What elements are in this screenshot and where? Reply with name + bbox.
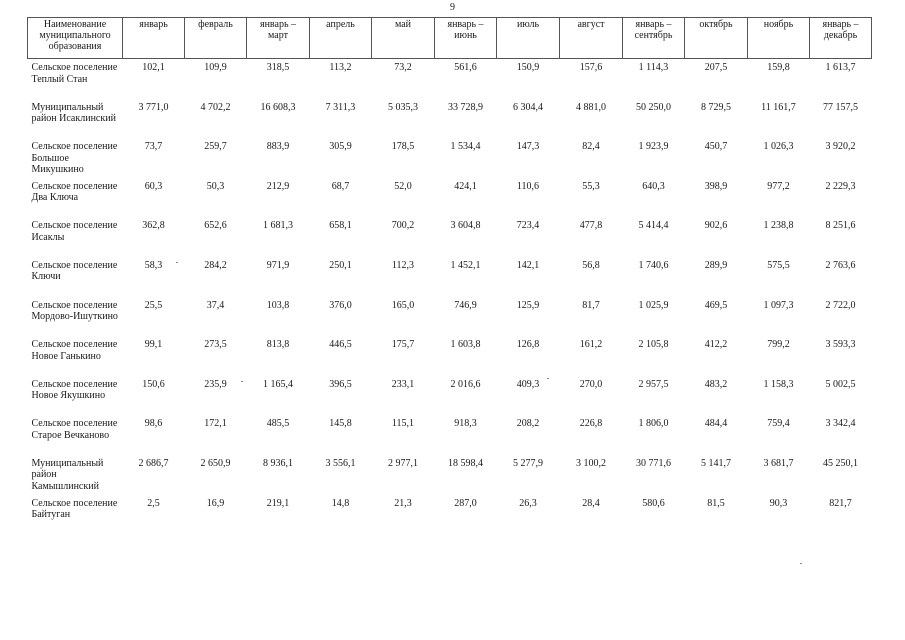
value-cell: 3 342,4	[825, 418, 856, 430]
table-row	[28, 217, 872, 257]
value-cell: 219,1	[266, 497, 290, 509]
value-cell: 409,3	[516, 378, 540, 390]
value-cell: 58,3	[144, 259, 163, 271]
value-cell: 16,9	[206, 497, 225, 509]
column-header-month: январь – март	[247, 18, 310, 59]
value-cell: 30 771,6	[636, 457, 671, 469]
value-cell: 2 977,1	[388, 457, 418, 469]
value-cell: 145,8	[329, 418, 352, 430]
column-header-month: октябрь	[685, 18, 748, 59]
column-header-month: февраль	[185, 18, 247, 59]
table-row	[28, 415, 872, 455]
value-cell: 2 763,6	[825, 259, 856, 271]
value-cell: 73,7	[144, 141, 163, 153]
value-cell: 2 105,8	[638, 339, 669, 351]
value-cell: 5 002,5	[825, 378, 856, 390]
value-cell: 3 681,7	[763, 457, 794, 469]
table-row	[28, 99, 872, 139]
value-cell: 175,7	[391, 339, 415, 351]
value-cell: 821,7	[829, 497, 852, 509]
value-cell: 3 771,0	[138, 101, 169, 113]
value-cell: 4 881,0	[576, 101, 606, 113]
value-cell: 412,2	[704, 339, 728, 351]
value-cell: 1 238,8	[763, 220, 794, 232]
value-cell: 3 556,1	[325, 457, 356, 469]
value-cell: 1 613,7	[825, 62, 856, 73]
value-cell: 2,5	[147, 497, 160, 509]
value-cell: 90,3	[769, 497, 788, 509]
value-cell: 50 250,0	[636, 101, 671, 113]
value-cell: 1 026,3	[763, 141, 794, 153]
value-cell: 3 604,8	[450, 220, 481, 232]
value-cell: 759,4	[767, 418, 790, 430]
value-cell: 125,9	[516, 299, 540, 311]
value-cell: 28,4	[582, 497, 600, 509]
column-header-month: август	[560, 18, 623, 59]
table-row	[28, 178, 872, 218]
value-cell: 700,2	[391, 220, 415, 232]
value-cell: 68,7	[331, 180, 350, 192]
column-header-month: июль	[497, 18, 560, 59]
value-cell: 226,8	[579, 418, 603, 430]
table-row	[28, 138, 872, 178]
value-cell: 26,3	[519, 497, 537, 509]
value-cell: 424,1	[454, 180, 477, 192]
value-cell: 11 161,7	[761, 101, 796, 113]
value-cell: 362,8	[142, 220, 165, 232]
value-cell: 81,7	[582, 299, 600, 311]
municipality-name-cell: Сельское поселение Старое Вечканово	[31, 418, 118, 441]
value-cell: 250,1	[329, 259, 352, 271]
municipality-name-cell: Муниципальный район Камышлинский	[31, 457, 104, 492]
value-cell: 305,9	[329, 141, 352, 153]
value-cell: 3 100,2	[576, 457, 606, 469]
value-cell: 77 157,5	[823, 101, 858, 113]
table-body	[28, 59, 872, 535]
value-cell: 207,5	[704, 62, 728, 73]
value-cell: 652,6	[204, 220, 227, 232]
value-cell: 113,2	[329, 62, 352, 73]
value-cell: 259,7	[204, 141, 227, 153]
value-cell: 6 304,4	[513, 101, 543, 113]
value-cell: 561,6	[454, 62, 477, 73]
value-cell: 5 414,4	[638, 220, 669, 232]
value-cell: 112,3	[391, 259, 415, 271]
value-cell: 484,4	[704, 418, 728, 430]
value-cell: 7 311,3	[325, 101, 356, 113]
municipality-name-cell: Сельское поселение Большое Микушкино	[31, 141, 118, 176]
value-cell: 161,2	[579, 339, 603, 351]
table-row	[28, 297, 872, 337]
column-header-month: май	[372, 18, 435, 59]
value-cell: 81,5	[707, 497, 725, 509]
value-cell: 1 114,3	[638, 62, 669, 73]
value-cell: 1 806,0	[638, 418, 669, 430]
value-cell: 99,1	[144, 339, 163, 351]
value-cell: 103,8	[266, 299, 290, 311]
value-cell: 398,9	[704, 180, 728, 192]
value-cell: 5 141,7	[701, 457, 731, 469]
table-row	[28, 376, 872, 416]
column-header-month: ноябрь	[748, 18, 810, 59]
value-cell: 3 593,3	[825, 339, 856, 351]
value-cell: 8 251,6	[825, 220, 856, 232]
value-cell: 902,6	[704, 220, 728, 232]
value-cell: 446,5	[329, 339, 352, 351]
value-cell: 1 452,1	[450, 259, 481, 271]
value-cell: 2 957,5	[638, 378, 669, 390]
value-cell: 918,3	[454, 418, 477, 430]
value-cell: 580,6	[642, 497, 665, 509]
column-header-month: январь	[123, 18, 185, 59]
municipality-name-cell: Муниципальный район Исаклинский	[31, 101, 116, 125]
value-cell: 1 097,3	[763, 299, 794, 311]
value-cell: 150,6	[142, 378, 165, 390]
value-cell: 102,1	[142, 62, 165, 73]
value-cell: 1 165,4	[263, 378, 293, 390]
value-cell: 45 250,1	[823, 457, 858, 469]
value-cell: 1 740,6	[638, 259, 669, 271]
municipality-name-cell: Сельское поселение Мордово-Ишуткино	[31, 299, 118, 323]
value-cell: 2 722,0	[825, 299, 856, 311]
value-cell: 2 686,7	[138, 457, 169, 469]
value-cell: 233,1	[391, 378, 415, 390]
value-cell: 2 650,9	[200, 457, 231, 469]
value-cell: 289,9	[704, 259, 728, 271]
value-cell: 159,8	[767, 62, 790, 73]
value-cell: 483,2	[704, 378, 728, 390]
value-cell: 98,6	[144, 418, 163, 430]
value-cell: 208,2	[516, 418, 540, 430]
value-cell: 3 920,2	[825, 141, 856, 153]
value-cell: 55,3	[582, 180, 600, 192]
value-cell: 8 936,1	[263, 457, 293, 469]
municipality-name-cell: Сельское поселение Теплый Стан	[31, 62, 118, 85]
table-header	[28, 18, 872, 59]
value-cell: 1 025,9	[638, 299, 669, 311]
table-row	[28, 257, 872, 297]
value-cell: 109,9	[204, 62, 227, 73]
value-cell: 178,5	[391, 141, 415, 153]
value-cell: 477,8	[579, 220, 603, 232]
value-cell: 172,1	[204, 418, 227, 430]
value-cell: 115,1	[391, 418, 415, 430]
municipality-name-cell: Сельское поселение Ключи	[31, 259, 118, 283]
value-cell: 60,3	[144, 180, 163, 192]
value-cell: 8 729,5	[701, 101, 731, 113]
value-cell: 270,0	[579, 378, 603, 390]
value-cell: 50,3	[206, 180, 225, 192]
value-cell: 73,2	[394, 62, 412, 73]
value-cell: 56,8	[582, 259, 600, 271]
value-cell: 147,3	[516, 141, 540, 153]
page-number: 9	[450, 2, 455, 13]
value-cell: 1 603,8	[450, 339, 481, 351]
municipality-name-cell: Сельское поселение Новое Ганькино	[31, 339, 118, 362]
value-cell: 640,3	[642, 180, 665, 192]
value-cell: 37,4	[206, 299, 225, 311]
table-row	[28, 336, 872, 376]
value-cell: 287,0	[454, 497, 477, 509]
value-cell: 1 534,4	[450, 141, 481, 153]
value-cell: 450,7	[704, 141, 728, 153]
value-cell: 14,8	[331, 497, 350, 509]
value-cell: 376,0	[329, 299, 352, 311]
value-cell: 142,1	[516, 259, 540, 271]
value-cell: 110,6	[516, 180, 540, 192]
value-cell: 799,2	[767, 339, 790, 351]
value-cell: 485,5	[266, 418, 290, 430]
value-cell: 18 598,4	[448, 457, 483, 469]
value-cell: 971,9	[266, 259, 290, 271]
value-cell: 1 158,3	[763, 378, 794, 390]
header-row	[28, 18, 872, 59]
municipality-name-cell: Сельское поселение Новое Якушкино	[31, 378, 118, 402]
value-cell: 21,3	[394, 497, 412, 509]
value-cell: 1 681,3	[263, 220, 293, 232]
municipality-name-cell: Сельское поселение Байтуган	[31, 497, 118, 521]
value-cell: 4 702,2	[200, 101, 231, 113]
value-cell: 33 728,9	[448, 101, 483, 113]
value-cell: 318,5	[266, 62, 290, 73]
value-cell: 2 229,3	[825, 180, 856, 192]
value-cell: 212,9	[266, 180, 290, 192]
value-cell: 723,4	[516, 220, 540, 232]
value-cell: 235,9	[204, 378, 227, 390]
value-cell: 469,5	[704, 299, 728, 311]
column-header-name: Наименование муниципального образования	[28, 18, 123, 59]
table-row	[28, 59, 872, 99]
value-cell: 52,0	[394, 180, 412, 192]
value-cell: 883,9	[266, 141, 290, 153]
value-cell: 5 035,3	[388, 101, 418, 113]
value-cell: 746,9	[454, 299, 477, 311]
column-header-month: январь – июнь	[435, 18, 497, 59]
value-cell: 396,5	[329, 378, 352, 390]
value-cell: 813,8	[266, 339, 290, 351]
column-header-month: январь – сентябрь	[623, 18, 685, 59]
municipality-name-cell: Сельское поселение Исаклы	[31, 220, 118, 243]
column-header-month: апрель	[310, 18, 372, 59]
value-cell: 658,1	[329, 220, 352, 232]
value-cell: 126,8	[516, 339, 540, 351]
value-cell: 284,2	[204, 259, 227, 271]
value-cell: 2 016,6	[450, 378, 481, 390]
value-cell: 977,2	[767, 180, 790, 192]
value-cell: 5 277,9	[513, 457, 543, 469]
table-row	[28, 495, 872, 535]
value-cell: 1 923,9	[638, 141, 669, 153]
value-cell: 273,5	[204, 339, 227, 351]
value-cell: 157,6	[579, 62, 603, 73]
value-cell: 25,5	[144, 299, 163, 311]
municipality-name-cell: Сельское поселение Два Ключа	[31, 180, 118, 204]
value-cell: 150,9	[516, 62, 540, 73]
column-header-month: январь – декабрь	[810, 18, 872, 59]
value-cell: 16 608,3	[260, 101, 296, 113]
value-cell: 575,5	[767, 259, 790, 271]
table-row	[28, 455, 872, 495]
value-cell: 165,0	[391, 299, 415, 311]
value-cell: 82,4	[582, 141, 600, 153]
statistics-table	[27, 17, 872, 534]
